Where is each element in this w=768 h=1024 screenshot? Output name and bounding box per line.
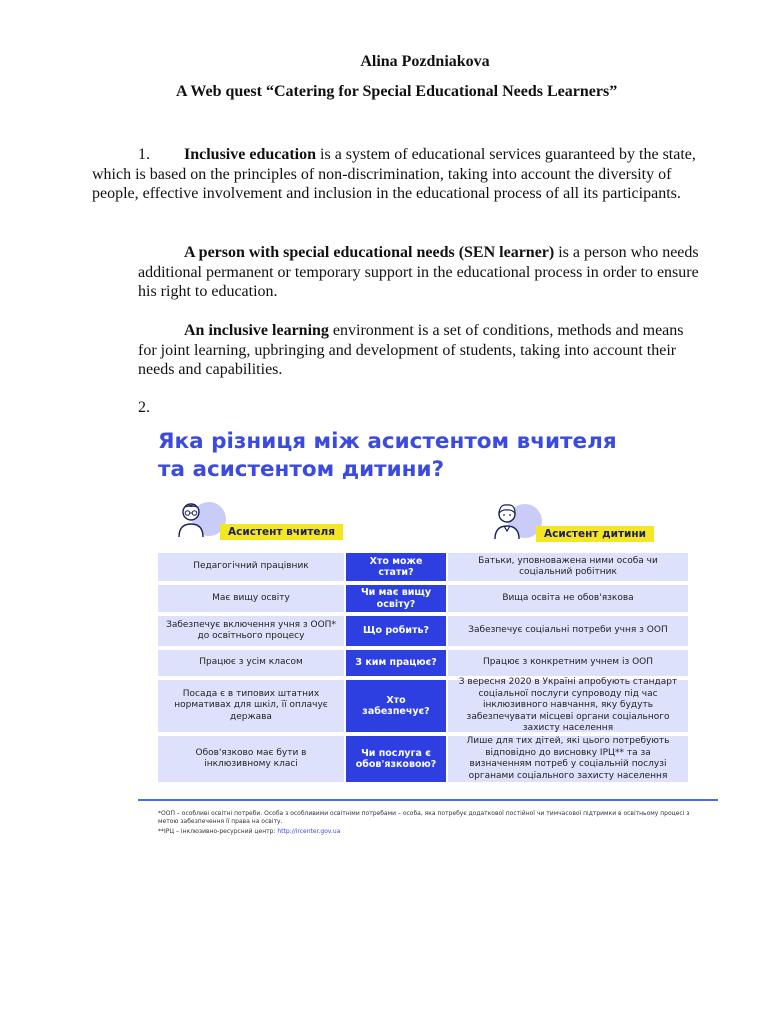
child-assistant-cell: Лише для тих дітей, які цього потребують відповідно до висновку ІРЦ** та за визначенням потреб у соціальній послузі органами соціального захисту населення — [448, 736, 688, 782]
list-number-2: 2. — [138, 399, 150, 416]
teacher-assistant-cell: Посада є в типових штатних нормативах для шкіл, її оплачує держава — [158, 680, 344, 732]
question-cell: З ким працює? — [346, 650, 446, 676]
table-row — [158, 677, 688, 734]
question-cell: Чи послуга є обов'язковою? — [346, 736, 446, 782]
infographic-title-line1: Яка різниця між асистентом вчителя — [158, 429, 617, 454]
divider-line — [138, 799, 718, 801]
teacher-assistant-icon — [176, 500, 206, 538]
question-cell: Хто може стати? — [346, 553, 446, 581]
child-assistant-icon — [492, 502, 522, 540]
infographic-title-line2: та асистентом дитини? — [158, 457, 445, 482]
teacher-assistant-cell: Забезпечує включення учня з ООП* до освітнього процесу — [158, 616, 344, 646]
ircenter-link[interactable]: http://ircenter.gov.ua — [277, 828, 341, 835]
child-assistant-label: Асистент дитини — [536, 526, 654, 542]
child-assistant-cell: Вища освіта не обов'язкова — [448, 585, 688, 612]
list-number-1: 1. — [138, 146, 150, 163]
teacher-assistant-cell: Педагогічний працівник — [158, 553, 344, 581]
teacher-assistant-header — [168, 502, 368, 538]
teacher-assistant-cell: Має вищу освіту — [158, 585, 344, 612]
child-assistant-header — [484, 504, 684, 540]
footnote-irc-text: **ІРЦ – інклюзивно-ресурсний центр: — [158, 828, 278, 835]
footnote-irc — [158, 828, 698, 836]
child-assistant-cell: З вересня 2020 в Україні апробують стандарт соціальної послуги супроводу під час інклюзивного навчання, яку будуть забезпечувати місцеві органи соціального захисту населення — [448, 680, 688, 732]
child-assistant-cell: Забезпечує соціальні потреби учня з ООП — [448, 616, 688, 646]
table-row — [158, 616, 688, 646]
footnote-oop: *ООП – особливі освітні потреби. Особа з особливими освітніми потребами – особа, яка потребує додаткової постійної чи тимчасової підтримки в освітньому процесі з метою забезпечення її права на освіту. — [158, 810, 690, 825]
definition-inclusive-education: is a system of educational services guaranteed by the state, which is based on the principles of non-discrimination, taking into account the diversity of people, effective involvement and inclusion in the educational process of all its participants. — [92, 146, 696, 203]
paragraph-inclusive-education — [92, 145, 704, 204]
term-inclusive-environment: An inclusive learning — [184, 322, 329, 339]
table-row — [158, 585, 688, 612]
term-sen-learner: A person with special educational needs (SEN learner) — [184, 244, 555, 261]
question-cell: Що робить? — [346, 616, 446, 646]
table-row — [158, 650, 688, 676]
table-row — [158, 553, 688, 581]
question-cell: Хто забезпечує? — [346, 680, 446, 732]
child-assistant-cell: Батьки, уповноважена ними особа чи соціальний робітник — [448, 553, 688, 581]
definition-sen-learner: is a person who needs additional permanent or temporary support in the educational process in order to ensure his right to education. — [138, 244, 699, 301]
paragraph-sen-learner — [138, 243, 704, 302]
infographic-title — [158, 428, 617, 484]
infographic — [138, 418, 718, 848]
teacher-assistant-label: Асистент вчителя — [220, 524, 343, 540]
table-row — [158, 736, 688, 782]
teacher-assistant-cell: Обов'язково має бути в інклюзивному класі — [158, 736, 344, 782]
document-title: A Web quest “Catering for Special Educational Needs Learners” — [176, 83, 618, 100]
author-name: Alina Pozdniakova — [360, 53, 490, 70]
paragraph-inclusive-environment — [138, 321, 704, 380]
child-assistant-cell: Працює з конкретним учнем із ООП — [448, 650, 688, 676]
term-inclusive-education: Inclusive education — [184, 146, 317, 163]
teacher-assistant-cell: Працює з усім класом — [158, 650, 344, 676]
question-cell: Чи має вищу освіту? — [346, 585, 446, 612]
definition-inclusive-environment: environment is a set of conditions, methods and means for joint learning, upbringing and development of students, taking into account their needs and capabilities. — [138, 322, 684, 379]
